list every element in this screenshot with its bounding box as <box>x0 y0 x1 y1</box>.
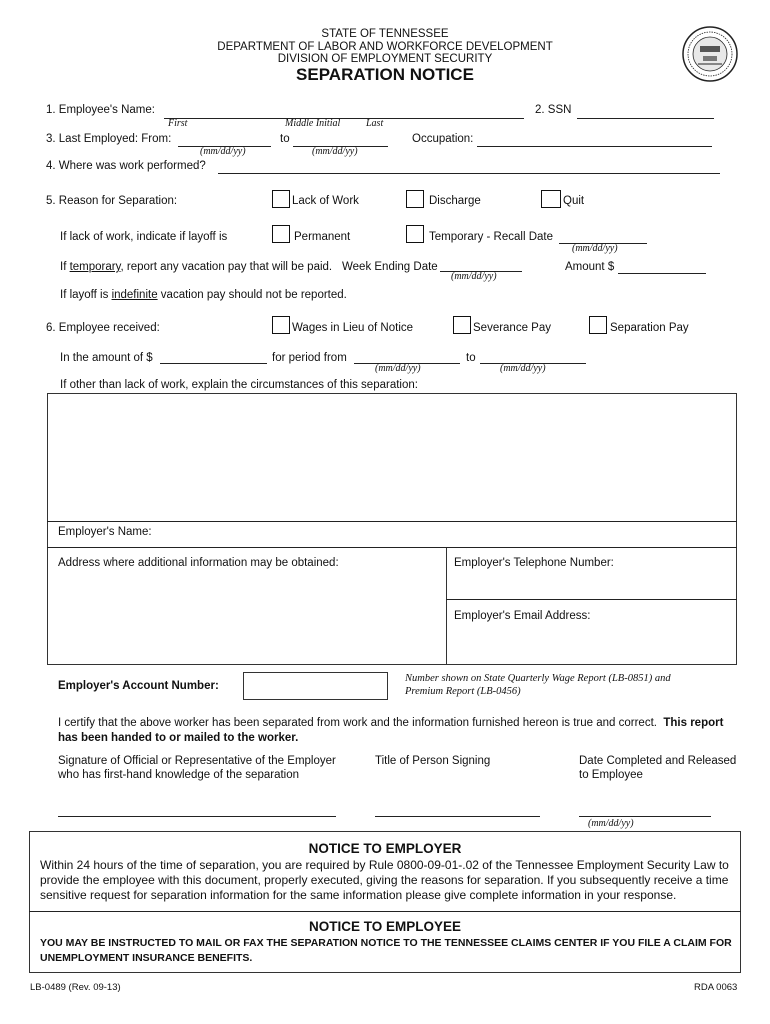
division-heading: DIVISION OF EMPLOYMENT SECURITY <box>277 53 493 65</box>
to-label: to <box>280 133 290 145</box>
employer-address-label: Address where additional information may be obtained: <box>58 557 339 569</box>
quit-checkbox[interactable] <box>541 190 561 208</box>
date-hint: (mm/dd/yy) <box>451 271 497 282</box>
signature-line[interactable] <box>58 816 336 817</box>
employer-name-label: Employer's Name: <box>58 526 152 538</box>
ssn-line[interactable] <box>577 118 714 119</box>
ssn-label: 2. SSN <box>535 104 572 116</box>
lack-of-work-label: Lack of Work <box>292 195 359 207</box>
separation-pay-label: Separation Pay <box>610 322 689 334</box>
first-name-hint: First <box>168 118 188 129</box>
state-heading: STATE OF TENNESSEE <box>321 28 449 40</box>
title-signing-line[interactable] <box>375 816 540 817</box>
notice-employee-title: NOTICE TO EMPLOYEE <box>308 919 462 934</box>
notice-employer-body: Within 24 hours of the time of separation, you are required by Rule 0800-09-01-.02 of the Tennessee Employment Security Law to provide the employee with this document, properly executed, giving the reasons for separation. If you subsequently receive a time sensitive request for separation information for the same information please give complete information in your response. <box>40 858 729 902</box>
date-completed-line2: to Employee <box>579 769 643 781</box>
signature-label-line1: Signature of Official or Representative of the Employer <box>58 755 336 767</box>
lack-of-work-checkbox[interactable] <box>272 190 290 208</box>
account-number-label: Employer's Account Number: <box>58 680 219 692</box>
occupation-label: Occupation: <box>412 133 474 145</box>
permanent-checkbox[interactable] <box>272 225 290 243</box>
account-number-input[interactable] <box>243 672 388 700</box>
page-title: SEPARATION NOTICE <box>296 65 474 84</box>
severance-pay-checkbox[interactable] <box>453 316 471 334</box>
indefinite-prefix: If layoff is <box>60 289 112 301</box>
certification-bold: This report has been handed to or mailed to the worker. <box>58 717 724 744</box>
date-hint: (mm/dd/yy) <box>500 363 546 374</box>
last-name-hint: Last <box>366 118 384 129</box>
employee-name-line[interactable] <box>164 118 524 119</box>
vacation-pay-instruction <box>60 261 332 273</box>
employee-name-label: 1. Employee's Name: <box>46 104 155 116</box>
indefinite-suffix: vacation pay should not be reported. <box>157 289 347 301</box>
divider <box>47 547 737 548</box>
certification-text <box>58 716 738 746</box>
vacation-prefix: If <box>60 261 70 273</box>
period-to-label: to <box>466 352 476 364</box>
indefinite-instruction <box>60 289 347 301</box>
date-hint: (mm/dd/yy) <box>375 363 421 374</box>
vacation-suffix: , report any vacation pay that will be paid. <box>120 261 333 273</box>
title-signing-label: Title of Person Signing <box>375 755 491 767</box>
date-released-line[interactable] <box>579 816 711 817</box>
permanent-label: Permanent <box>294 231 351 243</box>
vacation-temporary-word: temporary <box>69 261 121 273</box>
account-note-line1: Number shown on State Quarterly Wage Report (LB-0851) and <box>405 673 671 684</box>
account-note-line2: Premium Report (LB-0456) <box>405 686 521 697</box>
amount-label: Amount $ <box>565 261 615 273</box>
signature-label-line2: who has first-hand knowledge of the separation <box>58 769 300 781</box>
date-hint: (mm/dd/yy) <box>588 818 634 829</box>
divider <box>47 521 737 522</box>
date-hint: (mm/dd/yy) <box>312 146 358 157</box>
employer-email-label: Employer's Email Address: <box>454 610 591 622</box>
work-performed-label: 4. Where was work performed? <box>46 160 206 172</box>
discharge-label: Discharge <box>429 195 481 207</box>
indefinite-word: indefinite <box>111 289 158 301</box>
received-amount-line[interactable] <box>160 363 267 364</box>
layoff-type-label: If lack of work, indicate if layoff is <box>60 231 228 243</box>
middle-initial-hint: Middle Initial <box>285 118 341 129</box>
temporary-recall-label: Temporary - Recall Date <box>429 231 553 243</box>
explain-circumstances-label: If other than lack of work, explain the circumstances of this separation: <box>60 379 418 391</box>
divider <box>29 911 741 912</box>
form-number: LB-0489 (Rev. 09-13) <box>30 982 121 993</box>
amount-line[interactable] <box>618 273 706 274</box>
severance-pay-label: Severance Pay <box>473 322 551 334</box>
week-ending-label: Week Ending Date <box>342 261 438 273</box>
wages-in-lieu-label: Wages in Lieu of Notice <box>292 322 414 334</box>
received-label: 6. Employee received: <box>46 322 160 334</box>
temporary-checkbox[interactable] <box>406 225 424 243</box>
employer-telephone-label: Employer's Telephone Number: <box>454 557 614 569</box>
date-hint: (mm/dd/yy) <box>572 243 618 254</box>
state-seal <box>682 26 738 82</box>
wages-in-lieu-checkbox[interactable] <box>272 316 290 334</box>
occupation-line[interactable] <box>477 146 712 147</box>
notice-employer-title: NOTICE TO EMPLOYER <box>308 841 462 856</box>
notice-employee-body: YOU MAY BE INSTRUCTED TO MAIL OR FAX THE SEPARATION NOTICE TO THE TENNESSEE CLAIMS CENTER IF YOU FILE A CLAIM FOR UNEMPLOYMENT INSURANCE BENEFITS. <box>40 937 732 964</box>
period-from-label: for period from <box>272 352 347 364</box>
department-heading: DEPARTMENT OF LABOR AND WORKFORCE DEVELOPMENT <box>217 41 553 53</box>
divider <box>446 548 447 664</box>
explanation-textarea[interactable] <box>48 394 736 521</box>
date-hint: (mm/dd/yy) <box>200 146 246 157</box>
date-completed-line1: Date Completed and Released <box>579 755 737 767</box>
discharge-checkbox[interactable] <box>406 190 424 208</box>
separation-pay-checkbox[interactable] <box>589 316 607 334</box>
divider <box>446 599 737 600</box>
last-employed-label: 3. Last Employed: From: <box>46 133 172 145</box>
quit-label: Quit <box>563 195 585 207</box>
certification-statement: I certify that the above worker has been separated from work and the information furnished hereon is true and correct. <box>58 717 657 729</box>
amount-of-label: In the amount of $ <box>60 352 153 364</box>
rda-number: RDA 0063 <box>694 982 738 993</box>
reason-label: 5. Reason for Separation: <box>46 195 178 207</box>
work-performed-line[interactable] <box>218 173 720 174</box>
